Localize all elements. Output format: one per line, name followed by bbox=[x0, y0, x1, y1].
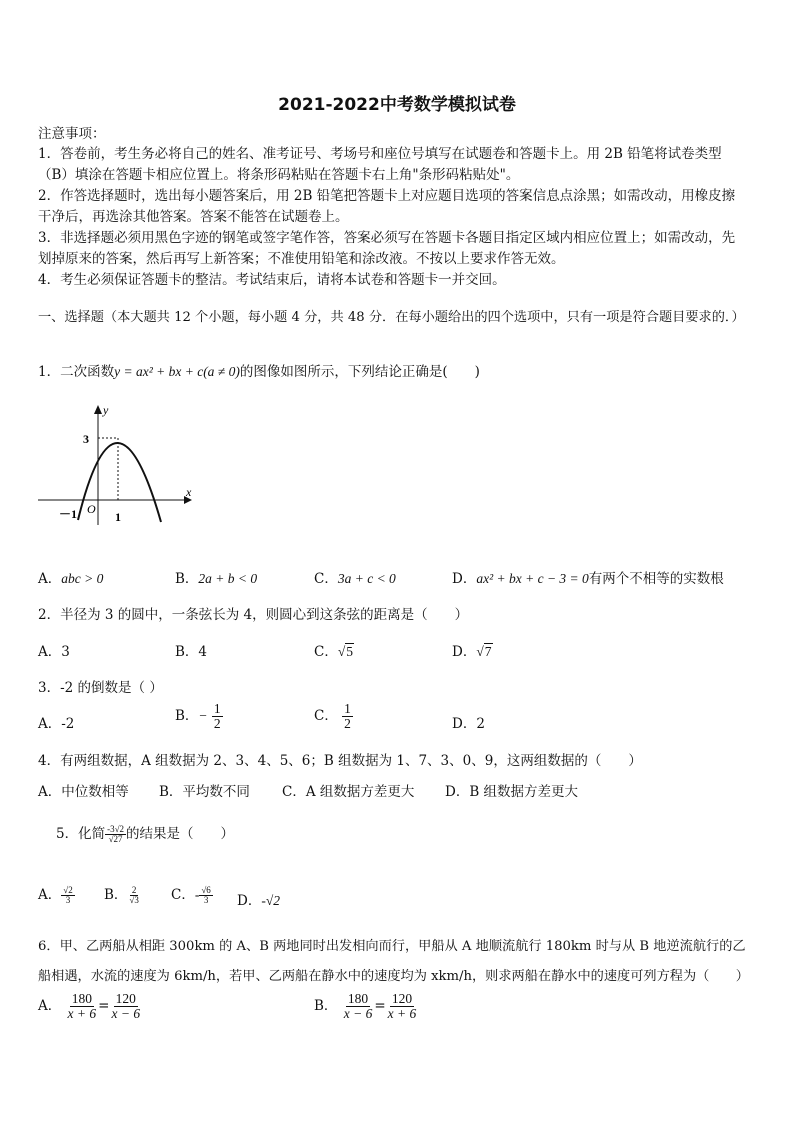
option-a: A．abc > 0 bbox=[38, 571, 104, 587]
question-3-stem: 3．-2 的倒数是（ ） bbox=[38, 680, 163, 696]
x-tick-label: 1 bbox=[115, 510, 121, 524]
question-5-stem: 5．化简 $\frac{-3√2}{√27}$ 的结果是（ ） bbox=[56, 823, 235, 844]
question-4-stem: 4．有两组数据，A 组数据为 2、3、4、5、6；B 组数据为 1、7、3、0、9，这两组数据的（ ） bbox=[38, 753, 642, 769]
option-a: A．3 bbox=[38, 644, 70, 660]
question-1-stem: 1．二次函数y = ax² + bx + c(a ≠ 0)的图像如图所示，下列结论正确是( ) bbox=[38, 364, 480, 380]
y-axis-arrow bbox=[94, 405, 102, 414]
notice-line: （B）填涂在答题卡相应位置上。将条形码粘贴在答题卡右上角"条形码粘贴处"。 bbox=[38, 167, 520, 183]
notice-line: 4．考生必须保证答题卡的整洁。考试结束后，请将本试卷和答题卡一并交回。 bbox=[38, 272, 506, 288]
notice-line: 3．非选择题必须用黑色字迹的钢笔或签字笔作答，答案必须写在答题卡各题目指定区域内相应位置上；如需改动，先 bbox=[38, 230, 736, 246]
option-d: D．√7 bbox=[452, 644, 492, 660]
x-tick-label-negative: －1 bbox=[59, 507, 78, 521]
option-c: C．- $\frac{√6}{3}$ bbox=[171, 884, 211, 905]
option-b: B．平均数不同 bbox=[159, 784, 250, 800]
y-axis-label: y bbox=[103, 403, 109, 417]
option-b: B．− $\frac{1}{2}$ bbox=[175, 701, 221, 732]
question-6-stem-line-2: 船相遇，水流的速度为 6km/h，若甲、乙两船在静水中的速度均为 xkm/h，则求两船在静水中的速度可列方程为（ ） bbox=[38, 969, 749, 984]
question-2-stem: 2．半径为 3 的圆中，一条弦长为 4，则圆心到这条弦的距离是（ ） bbox=[38, 607, 469, 623]
section-heading: 一、选择题（本大题共 12 个小题，每小题 4 分，共 48 分．在每小题给出的四个选项中，只有一项是符合题目要求的．） bbox=[38, 310, 745, 325]
option-d: D．B 组数据方差更大 bbox=[445, 784, 579, 800]
question-6-stem-line-1: 6．甲、乙两船从相距 300km 的 A、B 两地同时出发相向而行，甲船从 A 地顺流航行 180km 时与从 B 地逆流航行的乙 bbox=[38, 939, 746, 954]
notice-line: 2．作答选择题时，选出每小题答案后，用 2B 铅笔把答题卡上对应题目选项的答案信息点涂黑；如需改动，用橡皮擦 bbox=[38, 188, 736, 204]
option-a: A． $\frac{√2}{3}$ bbox=[38, 884, 73, 905]
option-c: C．A 组数据方差更大 bbox=[282, 784, 415, 800]
notice-line: 划掉原来的答案，然后再写上新答案；不准使用铅笔和涂改液。不按以上要求作答无效。 bbox=[38, 251, 565, 267]
option-d: D．-√2 bbox=[237, 893, 280, 909]
y-tick-label: 3 bbox=[83, 432, 89, 446]
option-c: C．3a + c < 0 bbox=[314, 571, 396, 587]
option-d: D．2 bbox=[452, 716, 485, 732]
option-c: C． $\frac{1}{2}$ bbox=[314, 701, 351, 732]
origin-label: O bbox=[87, 502, 96, 516]
notice-line: 1．答卷前，考生务必将自己的姓名、准考证号、考场号和座位号填写在试题卷和答题卡上。用 2B 铅笔将试卷类型 bbox=[38, 146, 722, 162]
page-title: 2021-2022中考数学模拟试卷 bbox=[278, 95, 516, 115]
option-b: B．2a + b < 0 bbox=[175, 571, 258, 587]
option-d: D．ax² + bx + c − 3 = 0有两个不相等的实数根 bbox=[452, 571, 724, 587]
parabola-graph bbox=[36, 400, 196, 530]
notice-line: 干净后，再选涂其他答案。答案不能答在试题卷上。 bbox=[38, 209, 349, 225]
notice-heading: 注意事项： bbox=[38, 126, 106, 142]
option-a: A．-2 bbox=[38, 716, 75, 732]
option-b: B． $\frac{180}{x - 6}$ = $\frac{120}{x + 6}$ bbox=[314, 991, 417, 1022]
x-axis-label: x bbox=[186, 485, 192, 499]
option-a: A．中位数相等 bbox=[38, 784, 129, 800]
option-b: B．4 bbox=[175, 644, 208, 660]
option-a: A． $\frac{180}{x + 6}$ = $\frac{120}{x - 6}$ bbox=[38, 991, 141, 1022]
option-c: C．√5 bbox=[314, 644, 354, 660]
option-b: B． $\frac{2}{√3}$ bbox=[104, 884, 139, 905]
